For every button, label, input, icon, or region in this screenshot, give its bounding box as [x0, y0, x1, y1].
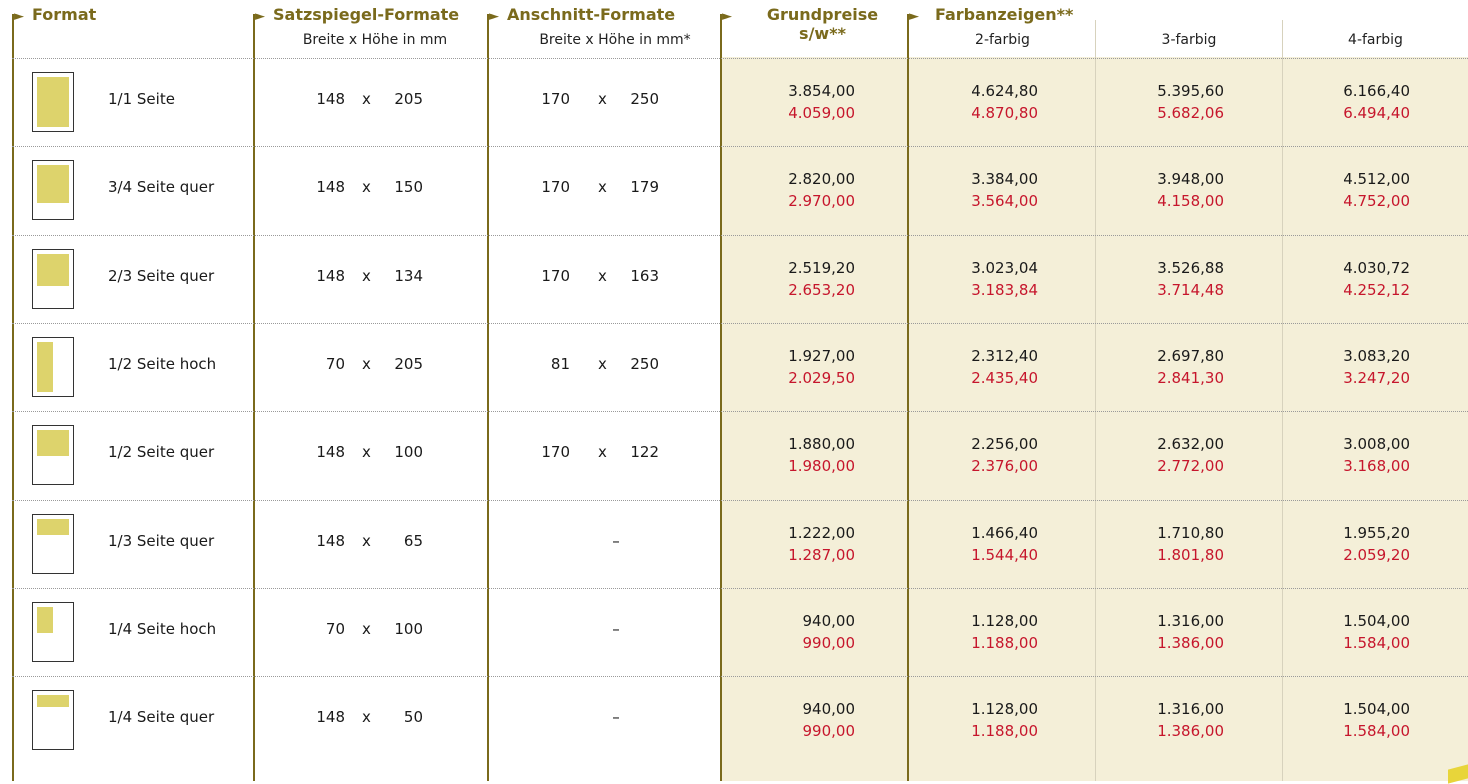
- anschnitt-dash: –: [612, 708, 620, 727]
- price-3farbig-alt: 4.158,00: [1157, 192, 1224, 211]
- price-4farbig-base: 4.030,72: [1343, 258, 1410, 277]
- price-4farbig-alt: 3.168,00: [1343, 457, 1410, 476]
- price-3farbig-alt: 2.841,30: [1157, 368, 1224, 387]
- price-2farbig-base: 3.384,00: [971, 170, 1038, 189]
- divider-4farbig: [1282, 20, 1283, 781]
- satzspiegel-width: 148: [316, 178, 345, 197]
- price-3farbig-alt: 1.801,80: [1157, 545, 1224, 564]
- row-separator: [12, 500, 1468, 501]
- price-2farbig-base: 2.256,00: [971, 435, 1038, 454]
- price-2farbig-alt: 1.188,00: [971, 633, 1038, 652]
- price-2farbig: [918, 698, 1038, 742]
- price-2farbig: [918, 80, 1038, 124]
- price-2farbig-base: 1.128,00: [971, 611, 1038, 630]
- price-2farbig-base: 1.128,00: [971, 700, 1038, 719]
- price-2farbig-alt: 1.544,40: [971, 545, 1038, 564]
- page-format-thumbnail: [32, 72, 74, 132]
- anschnitt-width: 81: [550, 354, 570, 373]
- price-3farbig-alt: 5.682,06: [1157, 104, 1224, 122]
- price-3farbig: [1104, 433, 1224, 477]
- price-3farbig-alt: 2.772,00: [1157, 457, 1224, 476]
- satzspiegel-x: x: [362, 619, 371, 638]
- anschnitt-x: x: [598, 266, 607, 285]
- grundpreis-alt: 1.980,00: [788, 457, 855, 476]
- format-label: 1/3 Seite quer: [108, 531, 215, 550]
- satzspiegel-x: x: [362, 354, 371, 373]
- thumbnail-fill: [37, 254, 69, 286]
- anschnitt-height: 250: [630, 354, 659, 373]
- anschnitt-x: x: [598, 354, 607, 373]
- satzspiegel-x: x: [362, 531, 371, 550]
- price-4farbig: [1290, 345, 1410, 389]
- satzspiegel-height: 205: [394, 354, 423, 373]
- satzspiegel-height: 100: [394, 443, 423, 462]
- grundpreis-base: 940,00: [802, 700, 855, 719]
- satzspiegel-x: x: [362, 708, 371, 727]
- price-2farbig-base: 1.466,40: [971, 523, 1038, 542]
- price-2farbig-alt: 2.376,00: [971, 457, 1038, 476]
- price-4farbig: [1290, 610, 1410, 654]
- satzspiegel-width: 70: [325, 619, 345, 638]
- price-3farbig-base: 2.697,80: [1157, 346, 1224, 365]
- grundpreis: [735, 345, 855, 389]
- satzspiegel-width: 148: [316, 708, 345, 727]
- header-farbanzeigen: ► Farbanzeigen**: [909, 5, 1074, 24]
- price-2farbig-alt: 3.564,00: [971, 192, 1038, 211]
- price-4farbig: [1290, 698, 1410, 742]
- price-columns-background: [720, 57, 1468, 781]
- page-format-thumbnail: [32, 690, 74, 750]
- price-4farbig-alt: 4.252,12: [1343, 280, 1410, 299]
- anschnitt-height: 250: [630, 90, 659, 108]
- grundpreis-base: 940,00: [802, 611, 855, 630]
- thumbnail-fill: [37, 519, 69, 535]
- price-2farbig-alt: 4.870,80: [971, 104, 1038, 122]
- page-format-thumbnail: [32, 337, 74, 397]
- satzspiegel-width: 70: [325, 354, 345, 373]
- anschnitt-dash: –: [612, 531, 620, 550]
- anschnitt-width: 170: [541, 266, 570, 285]
- price-3farbig: [1104, 698, 1224, 742]
- page-format-thumbnail: [32, 514, 74, 574]
- thumbnail-fill: [37, 430, 69, 456]
- satzspiegel-height: 50: [403, 708, 423, 727]
- price-4farbig-base: 4.512,00: [1343, 170, 1410, 189]
- price-3farbig: [1104, 345, 1224, 389]
- price-3farbig-alt: 1.386,00: [1157, 633, 1224, 652]
- price-2farbig-base: 2.312,40: [971, 346, 1038, 365]
- header-2farbig: 2-farbig: [975, 32, 1030, 48]
- satzspiegel-width: 148: [316, 443, 345, 462]
- price-2farbig: [918, 257, 1038, 301]
- format-label: 2/3 Seite quer: [108, 266, 215, 285]
- price-4farbig: [1290, 522, 1410, 566]
- grundpreis: [735, 522, 855, 566]
- grundpreis-base: 1.222,00: [788, 523, 855, 542]
- grundpreis-base: 1.927,00: [788, 346, 855, 365]
- row-separator: [12, 146, 1468, 147]
- grundpreis: [735, 698, 855, 742]
- grundpreis-alt: 1.287,00: [788, 545, 855, 564]
- anschnitt-height: 163: [630, 266, 659, 285]
- anschnitt-height: 179: [630, 178, 659, 197]
- satzspiegel-x: x: [362, 266, 371, 285]
- price-3farbig-base: 1.316,00: [1157, 700, 1224, 719]
- header-anschnitt: ► Anschnitt-Formate: [489, 5, 676, 24]
- row-separator: [12, 411, 1468, 412]
- price-3farbig: [1104, 610, 1224, 654]
- header-satzspiegel: ► Satzspiegel-Formate: [255, 5, 460, 24]
- price-3farbig-base: 3.948,00: [1157, 170, 1224, 189]
- thumbnail-fill: [37, 165, 69, 203]
- page-format-thumbnail: [32, 602, 74, 662]
- format-label: 3/4 Seite quer: [108, 178, 215, 197]
- grundpreis-alt: 2.970,00: [788, 192, 855, 211]
- triangle-marker-icon: ►: [909, 9, 919, 24]
- grundpreis-alt: 990,00: [802, 722, 855, 741]
- satzspiegel-x: x: [362, 443, 371, 462]
- header-grundpreise-sw: s/w**: [799, 24, 846, 43]
- price-4farbig: [1290, 80, 1410, 124]
- anschnitt-height: 122: [630, 443, 659, 462]
- satzspiegel-height: 65: [403, 531, 423, 550]
- price-4farbig-base: 1.955,20: [1343, 523, 1410, 542]
- price-3farbig: [1104, 522, 1224, 566]
- price-4farbig-alt: 4.752,00: [1343, 192, 1410, 211]
- price-2farbig-alt: 1.188,00: [971, 722, 1038, 741]
- grundpreis: [735, 168, 855, 212]
- grundpreis-alt: 4.059,00: [788, 104, 855, 122]
- triangle-marker-icon: ►: [722, 9, 732, 24]
- price-3farbig-base: 1.316,00: [1157, 611, 1224, 630]
- satzspiegel-height: 100: [394, 619, 423, 638]
- divider-satzspiegel: [253, 14, 255, 781]
- price-3farbig: [1104, 80, 1224, 124]
- price-4farbig: [1290, 257, 1410, 301]
- divider-format: [12, 14, 14, 781]
- satzspiegel-height: 205: [394, 90, 423, 108]
- satzspiegel-x: x: [362, 90, 371, 108]
- price-3farbig: [1104, 168, 1224, 212]
- page-format-thumbnail: [32, 425, 74, 485]
- price-4farbig-base: 1.504,00: [1343, 611, 1410, 630]
- price-4farbig: [1290, 433, 1410, 477]
- thumbnail-fill: [37, 695, 69, 707]
- price-2farbig: [918, 522, 1038, 566]
- header-grundpreise: Grundpreise: [766, 5, 879, 24]
- header-grundpreise-marker: [722, 5, 740, 24]
- satzspiegel-x: x: [362, 178, 371, 197]
- row-separator: [12, 323, 1468, 324]
- divider-anschnitt: [487, 14, 489, 781]
- thumbnail-fill: [37, 607, 53, 633]
- price-2farbig: [918, 168, 1038, 212]
- anschnitt-width: 170: [541, 443, 570, 462]
- price-4farbig-alt: 1.584,00: [1343, 722, 1410, 741]
- thumbnail-fill: [37, 342, 53, 392]
- triangle-marker-icon: ►: [14, 9, 24, 24]
- page-format-thumbnail: [32, 160, 74, 220]
- anschnitt-width: 170: [541, 90, 570, 108]
- grundpreis: [735, 610, 855, 654]
- header-satzspiegel-sub: Breite x Höhe in mm: [302, 32, 448, 48]
- price-2farbig: [918, 433, 1038, 477]
- satzspiegel-width: 148: [316, 531, 345, 550]
- divider-grundpreise: [720, 14, 722, 781]
- price-2farbig-base: 4.624,80: [971, 82, 1038, 100]
- price-3farbig: [1104, 257, 1224, 301]
- header-format: ► Format: [14, 5, 97, 24]
- grundpreis-base: 2.519,20: [788, 258, 855, 277]
- price-4farbig-alt: 3.247,20: [1343, 368, 1410, 387]
- price-2farbig-alt: 3.183,84: [971, 280, 1038, 299]
- satzspiegel-width: 148: [316, 266, 345, 285]
- anschnitt-width: 170: [541, 178, 570, 197]
- format-label: 1/4 Seite hoch: [108, 619, 217, 638]
- price-2farbig-base: 3.023,04: [971, 258, 1038, 277]
- grundpreis-base: 1.880,00: [788, 435, 855, 454]
- price-4farbig: [1290, 168, 1410, 212]
- grundpreis: [735, 257, 855, 301]
- grundpreis-alt: 2.653,20: [788, 280, 855, 299]
- price-3farbig-base: 2.632,00: [1157, 435, 1224, 454]
- price-3farbig-base: 5.395,60: [1157, 82, 1224, 100]
- price-2farbig: [918, 610, 1038, 654]
- row-separator: [12, 588, 1468, 589]
- grundpreis: [735, 80, 855, 124]
- price-4farbig-base: 1.504,00: [1343, 700, 1410, 719]
- price-2farbig-alt: 2.435,40: [971, 368, 1038, 387]
- page-format-thumbnail: [32, 249, 74, 309]
- price-3farbig-alt: 3.714,48: [1157, 280, 1224, 299]
- row-separator: [12, 676, 1468, 677]
- satzspiegel-height: 134: [394, 266, 423, 285]
- price-4farbig-alt: 6.494,40: [1343, 104, 1410, 122]
- grundpreis-base: 2.820,00: [788, 170, 855, 189]
- format-label: 1/2 Seite hoch: [108, 354, 217, 373]
- row-separator: [12, 235, 1468, 236]
- format-label: 1/1 Seite: [108, 90, 175, 108]
- price-4farbig-base: 3.008,00: [1343, 435, 1410, 454]
- price-4farbig-alt: 1.584,00: [1343, 633, 1410, 652]
- price-4farbig-alt: 2.059,20: [1343, 545, 1410, 564]
- header-3farbig: 3-farbig: [1161, 32, 1217, 48]
- divider-3farbig: [1095, 20, 1096, 781]
- grundpreis: [735, 433, 855, 477]
- grundpreis-base: 3.854,00: [788, 82, 855, 100]
- satzspiegel-height: 150: [394, 178, 423, 197]
- header-anschnitt-sub: Breite x Höhe in mm*: [539, 32, 691, 48]
- price-4farbig-base: 3.083,20: [1343, 346, 1410, 365]
- triangle-marker-icon: ►: [255, 9, 265, 24]
- header-4farbig: 4-farbig: [1348, 32, 1403, 48]
- format-label: 1/2 Seite quer: [108, 443, 215, 462]
- anschnitt-dash: –: [612, 619, 620, 638]
- triangle-marker-icon: ►: [489, 9, 499, 24]
- row-separator: [12, 58, 1468, 59]
- price-2farbig: [918, 345, 1038, 389]
- format-label: 1/4 Seite quer: [108, 708, 215, 727]
- price-3farbig-base: 1.710,80: [1157, 523, 1224, 542]
- satzspiegel-width: 148: [316, 90, 345, 108]
- price-4farbig-base: 6.166,40: [1343, 82, 1410, 100]
- divider-farbanzeigen: [907, 14, 909, 781]
- anschnitt-x: x: [598, 178, 607, 197]
- price-3farbig-base: 3.526,88: [1157, 258, 1224, 277]
- grundpreis-alt: 2.029,50: [788, 368, 855, 387]
- price-3farbig-alt: 1.386,00: [1157, 722, 1224, 741]
- anschnitt-x: x: [598, 443, 607, 462]
- grundpreis-alt: 990,00: [802, 633, 855, 652]
- anschnitt-x: x: [598, 90, 607, 108]
- thumbnail-fill: [37, 77, 69, 127]
